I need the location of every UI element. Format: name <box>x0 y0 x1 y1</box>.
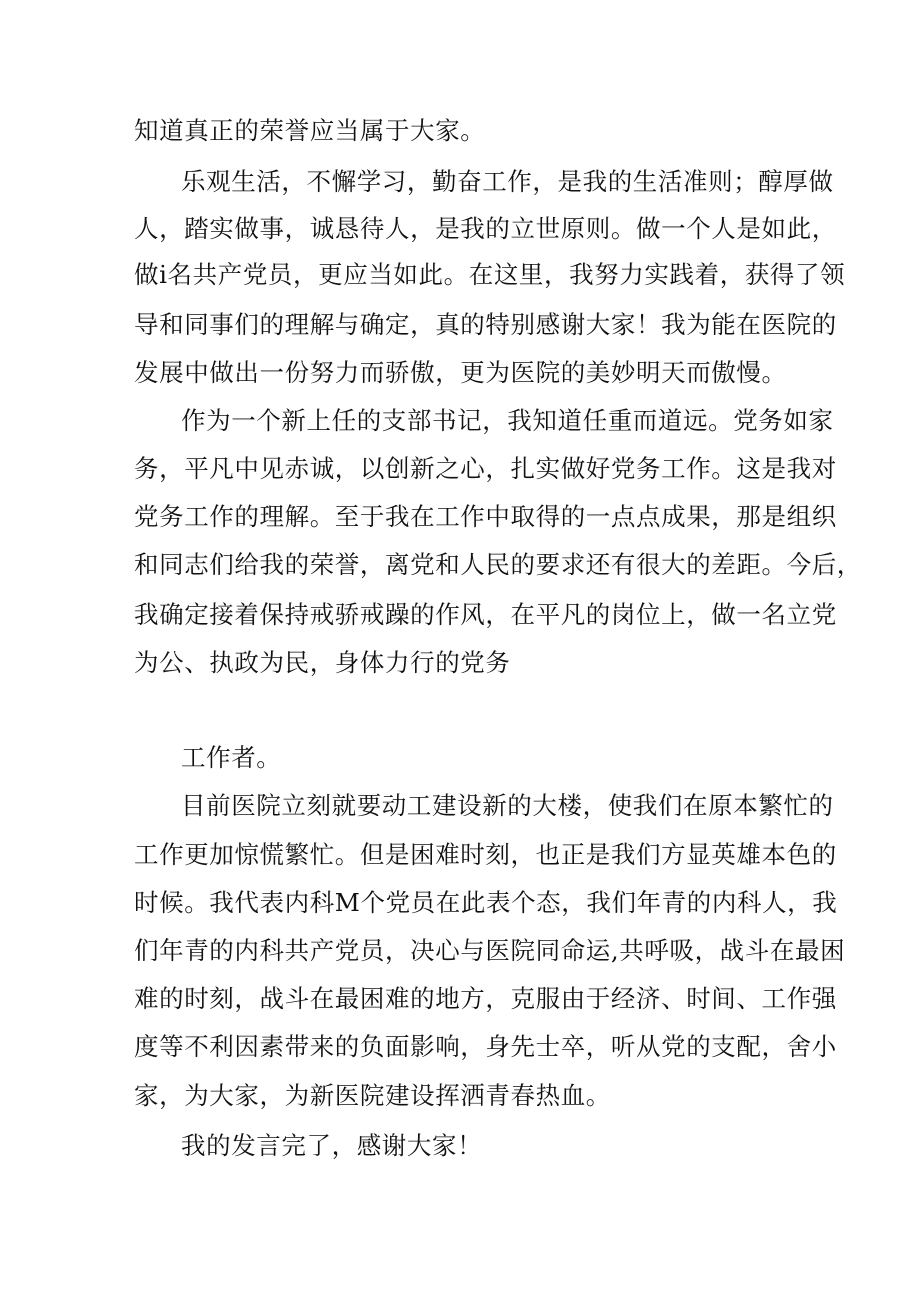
text-line: 党务工作的理解。至于我在工作中取得的一点点成果，那是组织 <box>134 502 837 531</box>
text-line: 做i名共产党员，更应当如此。在这里，我努力实践着，获得了领 <box>134 260 846 289</box>
paragraph-first-line: 我的发言完了，感谢大家！ <box>181 1131 483 1160</box>
text-line: 务，平凡中见赤诚，以创新之心，扎实做好党务工作。这是我对 <box>134 454 837 483</box>
text-line: 为公、执政为民，身体力行的党务 <box>134 648 511 677</box>
text-line: 人，踏实做事，诚恳待人，是我的立世原则。做一个人是如此， <box>134 214 837 243</box>
text-line: 我确定接着保持戒骄戒躁的作风，在平凡的岗位上，做一名立党 <box>134 600 837 629</box>
text-line: 度等不利因素带来的负面影响，身先士卒，听从党的支配，舍小 <box>134 1032 837 1061</box>
text-line: 知道真正的荣誉应当属于大家。 <box>134 116 486 145</box>
text-line: 们年青的内科共产党员，决心与医院同命运,共呼吸，战斗在最困 <box>134 936 846 965</box>
text-line: 难的时刻，战斗在最困难的地方，克服由于经济、时间、工作强 <box>134 984 837 1013</box>
text-line: 导和同事们的理解与确定，真的特别感谢大家！我为能在医院的 <box>134 310 837 339</box>
paragraph-first-line: 目前医院立刻就要动工建设新的大楼，使我们在原本繁忙的 <box>181 791 834 820</box>
paragraph-first-line: 作为一个新上任的支部书记，我知道任重而道远。党务如家 <box>181 406 834 435</box>
paragraph-first-line: 乐观生活，不懈学习，勤奋工作，是我的生活准则；醇厚做 <box>181 167 834 196</box>
text-line: 和同志们给我的荣誉，离党和人民的要求还有很大的差距。今后， <box>134 550 862 579</box>
paragraph-first-line: 工作者。 <box>181 743 282 772</box>
text-line: 发展中做出一份努力而骄傲，更为医院的美妙明天而傲慢。 <box>134 358 787 387</box>
text-line: 时候。我代表内科M个党员在此表个态，我们年青的内科人，我 <box>134 888 838 917</box>
text-line: 工作更加惊慌繁忙。但是困难时刻，也正是我们方显英雄本色的 <box>134 840 837 869</box>
text-line: 家，为大家，为新医院建设挥洒青春热血。 <box>134 1081 611 1110</box>
